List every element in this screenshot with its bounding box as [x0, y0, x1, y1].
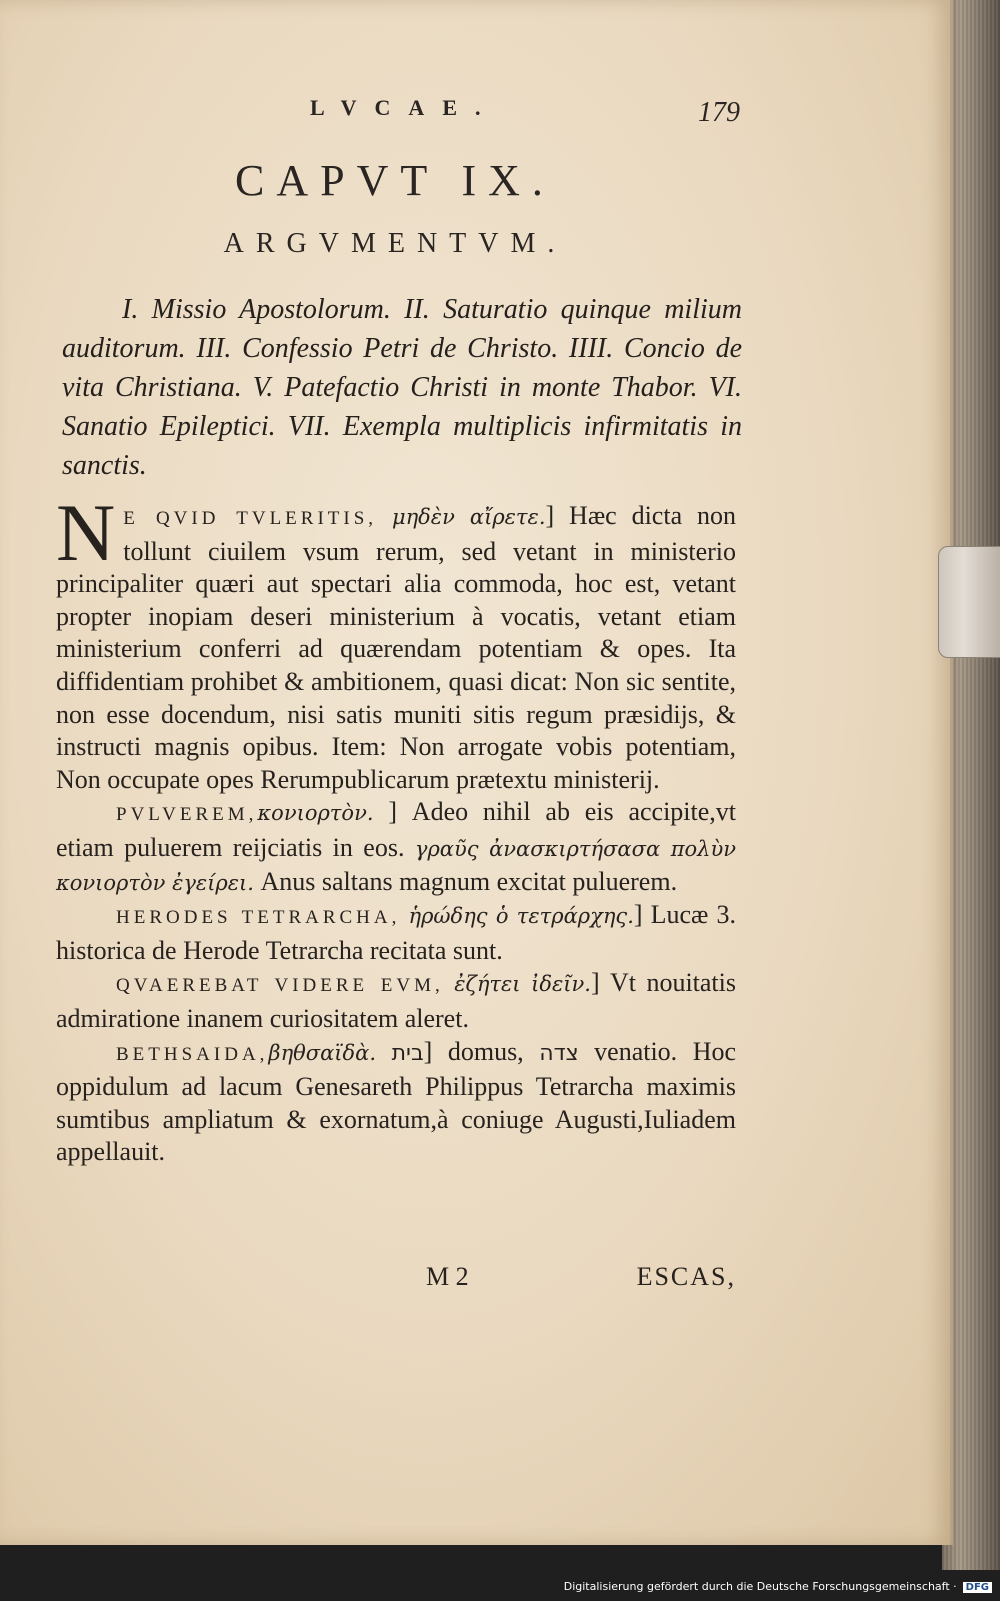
page-tab: [938, 546, 1000, 658]
greek-gloss: ἐζήτει ἰδεῖν.: [454, 972, 591, 997]
paragraph-ne-quid-tuleritis: [56, 487, 737, 796]
paragraph-text: venatio. Hoc oppidulum ad lacum Genesareth Philippus Tetrarcha maximis sumtibus ampliatum & exornatum,à coniuge Augusti,Iuliadem appellauit.: [56, 1036, 737, 1167]
lemma: E QVID TVLERITIS,: [123, 508, 378, 529]
page-footer: [56, 1262, 736, 1298]
greek-gloss: κονιορτὸν.: [257, 801, 374, 826]
paragraph-text: ] Adeo nihil ab eis accipite,vt etiam puluerem reijciatis in eos.: [56, 797, 736, 862]
signature-mark: M 2: [426, 1262, 469, 1291]
lemma: QVAEREBAT VIDERE EVM,: [116, 975, 444, 997]
greek-gloss: μηδὲν αἴρετε.: [391, 505, 546, 529]
running-head: [310, 95, 740, 135]
hebrew-word: בית: [391, 1040, 424, 1066]
page-number: 179: [698, 97, 740, 128]
greek-gloss: βηθσαϊδὰ.: [268, 1040, 377, 1065]
paragraph-quaerebat-videre: [56, 967, 736, 1035]
paragraph-text: ] Vt nouitatis admiratione inanem curiositatem aleret.: [56, 968, 736, 1033]
credit-text: Digitalisierung gefördert durch die Deutsche Forschungsgemeinschaft ·: [563, 1580, 957, 1593]
paragraph-pulverem: [56, 796, 736, 899]
paragraph-text: ] domus,: [423, 1036, 524, 1066]
hebrew-word: צדה: [539, 1040, 579, 1066]
argument-summary: I. Missio Apostolorum. II. Saturatio quinque milium auditorum. III. Confessio Petri de Christo. IIII. Concio de vita Christiana. V. Patefactio Christi in monte Thabor. VI. Sanatio Epileptici. VII. Exempla multiplicis infirmitatis in sanctis.: [62, 294, 742, 481]
lemma: PVLVEREM,: [116, 804, 258, 826]
paragraph-bethsaida: [56, 1036, 736, 1169]
paragraph-herodes-tetrarcha: [56, 899, 736, 967]
dfg-logo: DFG: [963, 1582, 992, 1593]
digitization-credit: [564, 1580, 992, 1593]
drop-cap: N: [56, 487, 116, 578]
catchword: ESCAS,: [636, 1262, 736, 1291]
chapter-title: CAPVT IX.: [235, 156, 555, 205]
lemma: BETHSAIDA,: [116, 1043, 269, 1065]
lemma: HERODES TETRARCHA,: [116, 907, 401, 929]
paragraph-text: ] Hæc dicta non tollunt ciuilem vsum rerum, sed vetant in ministerio principaliter quæri aut spectari alia commoda, hoc est, vetant propter inopiam deseri ministerium à vocatis, vetant etiam ministerium conferri ad quærendam potentiam & opes. Ita diffidentiam prohibet & ambitionem, quasi dicat: Non sic sentite, non esse docendum, nisi satis muniti sitis regum præsidijs, & instructi magnis opibus. Item: Non arrogate vobis potentiam, Non occupate opes Rerumpublicarum prætextu ministerij.: [56, 501, 737, 794]
greek-gloss: ἡρώδης ὁ τετράρχης.: [408, 904, 634, 929]
running-title: LVCAE.: [310, 95, 499, 120]
commentary-body: [56, 487, 737, 1169]
paragraph-text: Anus saltans magnum excitat puluerem.: [260, 866, 678, 896]
argument-title: ARGVMENTVM.: [223, 228, 567, 259]
paragraph-text: ] Lucæ 3. historica de Herode Tetrarcha recitata sunt.: [56, 900, 737, 965]
greek-proverb: γραῦς ἀνασκιρτήσασα πολὺν κονιορτὸν ἐγείρει.: [56, 836, 736, 895]
